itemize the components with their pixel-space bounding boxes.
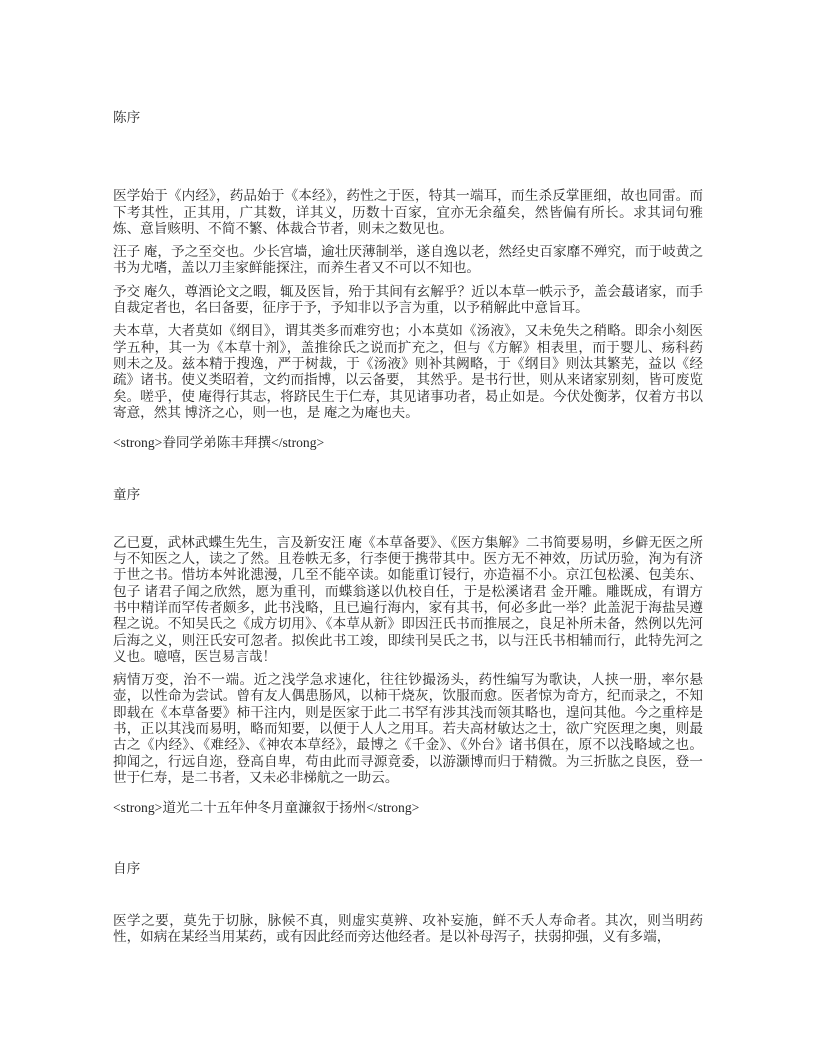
paragraph: 医学始于《内经》，药品始于《本经》，药性之于医，特其一端耳，而生杀反掌匪细，故也同雷。而下考其性，正其用，广其数，详其义，历数十百家，宜亦无余蕴矣，然皆偏有所长。求其词句雅炼、意旨赅明、不简不繁、体裁合节者，则未之数见也。 <box>113 188 703 236</box>
section-title-chen: 陈序 <box>113 110 141 125</box>
signature-line: <strong>道光二十五年仲冬月童濂叙于扬州</strong> <box>113 800 420 816</box>
section-title-tong: 童序 <box>113 487 141 503</box>
section-tong-preface <box>113 487 703 816</box>
paragraph: 予交 庵久，尊酒论文之暇，辄及医旨，殆于其间有玄解乎？近以本草一帙示予，盖会蕞诸家，而手自裁定者也，名曰备要，征序于予，予知非以予言为重，以予稍解此中意旨耳。 <box>113 283 703 316</box>
paragraph: 病情万变，治不一端。近之浅学急求速化，往往钞撮汤头，药性编写为歌诀，人挟一册，率尔悬壶，以性命为尝试。曾有友人偶患肠风，以柿干烧灰，饮服而愈。医者惊为奇方，纪而录之，不知即载在《本草备要》柿干注内，则是医家于此二书罕有涉其浅而领其略也，遑问其他。今之重梓是书，正以其浅而易明，略而知要，以便于人人之用耳。若夫高材敏达之士，欲广究医理之奥，则最古之《内经》、《难经》、《神农本草经》，最博之《千金》、《外台》诸书俱在，原不以浅略域之也。抑闻之，行远自迩，登高自卑，苟由此而寻源竟委，以游灏博而归于精微。为三折肱之良医，登一世于仁寿，是二书者，又未必非梯航之一助云。 <box>113 672 703 785</box>
paragraph: 汪子 庵，予之至交也。少长宫墙，逾壮厌薄制举，遂自逸以老，然经史百家靡不殚究，而于岐黄之书为尤嗜，盖以刀圭家鲜能探注，而养生者又不可以不知也。 <box>113 244 703 276</box>
paragraph: 医学之要，莫先于切脉，脉候不真，则虚实莫辨、攻补妄施，鲜不夭人寿命者。其次，则当明药性，如病在某经当用某药，或有因此经而旁达他经者。是以补母泻子，扶弱抑强，义有多端， <box>113 912 703 945</box>
section-chen-preface <box>113 110 703 451</box>
signature-line: <strong>眷同学弟陈丰拜撰</strong> <box>113 435 325 451</box>
paragraph: 乙已夏，武林武蝶生先生，言及新安汪 庵《本草备要》、《医方集解》二书简要易明，乡僻无医之所与不知医之人，读之了然。且卷帙无多，行李便于携带其中。医方无不神效，历试历验，洵为有济于世之书。惜坊本舛讹漶漫，几至不能卒读。如能重订锓行，亦造福不小。京江包松溪、包美东、包子 诸君子闻之欣然，愿为重刊，而蝶翁遂以仇校自任，于是松溪诸君 金开雕。雕既成，有谓方书中精详而罕传者颇多，此书浅略，且已遍行海内，家有其书，何必多此一举？此盖泥于海盐吴遵程之说。不知吴氏之《成方切用》、《本草从新》即因汪氏书而推展之，良足补所未备，然例以先河后海之义，则汪氏安可忽者。拟俟此书工竣，即续刊吴氏之书，以与汪氏书相辅而行，此特先河之义也。噫嘻，医岂易言哉！ <box>113 534 703 664</box>
section-title-self: 自序 <box>113 860 141 876</box>
paragraph: 夫本草，大者莫如《纲目》，谓其类多而难穷也；小本莫如《汤液》，又未免失之稍略。即余小刻医学五种，其一为《本草十剂》，盖推徐氏之说而扩充之，但与《方解》相表里，而于婴儿、疡科药则未之及。兹本精于搜逸，严于树裁，于《汤液》则补其阙略，于《纲目》则汰其繁芜，益以《经疏》诸书。使义类昭着，文约而指博，以云备要， 其然乎。是书行世，则从来诸家别刻，皆可废览矣。嗟乎，使 庵得行其志，将跻民生于仁寿，其见诸事功者，曷止如是。今伏处衡茅，仅着方书以寄意，然其 博济之心，则一也，是 庵之为庵也夫。 <box>113 323 703 420</box>
section-self-preface <box>113 861 703 946</box>
